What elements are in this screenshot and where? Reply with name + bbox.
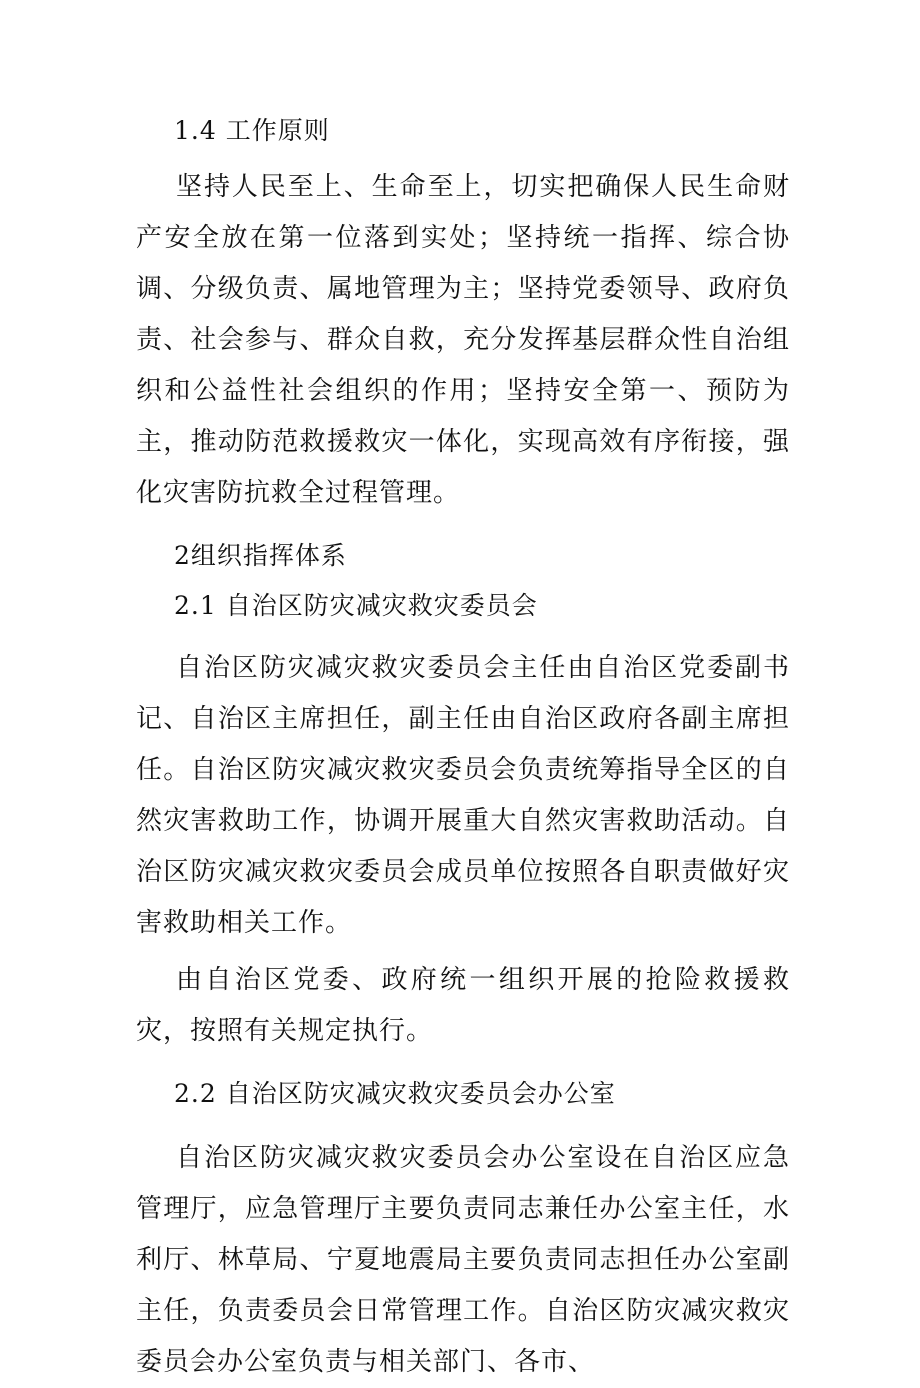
section-2-heading: 2组织指挥体系	[174, 541, 347, 570]
section-2-1-paragraph-2: 由自治区党委、政府统一组织开展的抢险救援救灾，按照有关规定执行。	[136, 965, 790, 1046]
section-2-1-heading: 2.1 自治区防灾减灾救灾委员会	[174, 591, 538, 620]
section-1-4-paragraph: 坚持人民至上、生命至上，切实把确保人民生命财产安全放在第一位落到实处；坚持统一指挥、综合协调、分级负责、属地管理为主；坚持党委领导、政府负责、社会参与、群众自救，充分发挥基层群众性自治组织和公益性社会组织的作用；坚持安全第一、预防为主，推动防范救援救灾一体化，实现高效有序衔接，强化灾害防抗救全过程管理。	[136, 172, 790, 508]
document-body	[136, 112, 790, 1388]
section-2-2-heading: 2.2 自治区防灾减灾救灾委员会办公室	[174, 1079, 616, 1108]
section-2-2-paragraph: 自治区防灾减灾救灾委员会办公室设在自治区应急管理厅，应急管理厅主要负责同志兼任办公室主任，水利厅、林草局、宁夏地震局主要负责同志担任办公室副主任，负责委员会日常管理工作。自治区防灾减灾救灾委员会办公室负责与相关部门、各市、	[136, 1143, 790, 1377]
section-1-4-heading: 1.4 工作原则	[174, 116, 330, 145]
section-2-1-paragraph-1: 自治区防灾减灾救灾委员会主任由自治区党委副书记、自治区主席担任，副主任由自治区政府各副主席担任。自治区防灾减灾救灾委员会负责统筹指导全区的自然灾害救助工作，协调开展重大自然灾害救助活动。自治区防灾减灾救灾委员会成员单位按照各自职责做好灾害救助相关工作。	[136, 653, 790, 938]
